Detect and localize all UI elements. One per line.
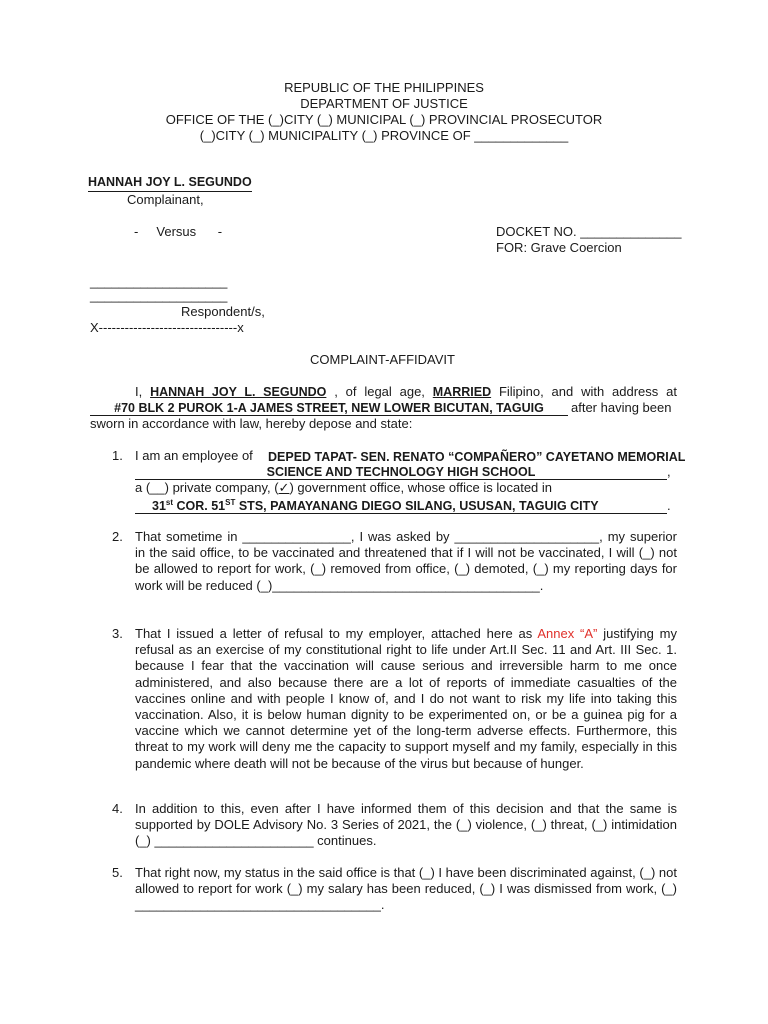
affiant-name: HANNAH JOY L. SEGUNDO	[150, 385, 327, 399]
intro-text: , of legal age,	[334, 384, 425, 399]
comma: ,	[667, 464, 671, 479]
intro-line-2	[90, 400, 671, 416]
employer-name-line-1: DEPED TAPAT- SEN. RENATO “COMPAÑERO” CAYETANO MEMORIAL	[268, 450, 686, 464]
item-1-line-2	[135, 464, 671, 480]
checkmark-icon: ✓	[278, 481, 290, 496]
office-address: 31st COR. 51ST STS, PAMAYANANG DIEGO SILANG, USUSAN, TAGUIG CITY	[152, 498, 599, 514]
versus-label: - Versus -	[134, 224, 223, 239]
item-number: 5.	[112, 865, 123, 880]
intro-text: Filipino, and with address at	[498, 384, 677, 399]
complainant-name: HANNAH JOY L. SEGUNDO	[88, 174, 252, 192]
respondent-label: Respondent/s,	[181, 304, 265, 319]
header-department: DEPARTMENT OF JUSTICE	[300, 96, 468, 111]
civil-status: MARRIED	[432, 385, 492, 399]
intro-line-3: sworn in accordance with law, hereby depose and state:	[90, 416, 413, 431]
header-location: (_)CITY (_) MUNICIPALITY (_) PROVINCE OF _____________	[199, 128, 569, 143]
docket-number: DOCKET NO. ______________	[496, 224, 682, 239]
item-number: 1.	[112, 448, 123, 463]
intro-text: I,	[135, 384, 143, 399]
affiant-address: #70 BLK 2 PUROK 1-A JAMES STREET, NEW LOWER BICUTAN, TAGUIG	[114, 401, 544, 415]
item-number: 2.	[112, 529, 123, 544]
intro-text: after having been	[571, 400, 672, 415]
office-type-text: a (__) private company, (	[135, 480, 279, 495]
office-type-text: ) government office, whose office is located in	[289, 480, 553, 495]
period: .	[667, 498, 671, 514]
complainant-label: Complainant,	[127, 192, 204, 207]
caption-separator: X--------------------------------x	[90, 320, 244, 335]
item-1-line-3	[135, 480, 552, 497]
item-2-text: That sometime in _______________, I was asked by ____________________, my superior in the said office, to be vaccinated and threatened that if I will not be vaccinated, I will (_) not be allowed to report for work, (_) removed from office, (_) demoted, (_) my reporting days for work will be reduced (_)_____________________________________.	[135, 529, 677, 593]
respondent-line-1: ___________________	[90, 274, 228, 289]
intro-line-1	[135, 384, 677, 400]
header-office: OFFICE OF THE (_)CITY (_) MUNICIPAL (_) PROVINCIAL PROSECUTOR	[165, 112, 603, 127]
item-1-line-4	[135, 496, 671, 514]
item-5-text: That right now, my status in the said office is that (_) I have been discriminated against, (_) not allowed to report for work (_) my salary has been reduced, (_) I was dismissed from work, (_) __________________________________.	[135, 865, 677, 913]
item-number: 3.	[112, 626, 123, 641]
item-3-text: That I issued a letter of refusal to my employer, attached here as Annex “A” justifying my refusal as an exercise of my constitutional right to life under Art.II Sec. 11 and Art. III Sec. 1. because I fear that the vaccination will cause serious and irreversible harm to me once administered, and also because there are a lot of reports of immediate casualties of the vaccines online and with people I know of, and I do not want to risk my life into taking this vaccination. Also, it is below human dignity to be experimented on, or be a guinea pig for a vaccine which we cannot determine yet of the long-term adverse effects. Furthermore, this threat to my work will deny me the capacity to support myself and my family, especially in this pandemic where death will not be because of the virus but because of hunger.	[135, 626, 677, 771]
item-4-text: In addition to this, even after I have informed them of this decision and that the same is supported by DOLE Advisory No. 3 Series of 2021, the (_) violence, (_) threat, (_) intimidation (_) ______________________ continues.	[135, 801, 677, 849]
annex-a-reference: Annex “A”	[537, 626, 598, 641]
employer-name-line-2: SCIENCE AND TECHNOLOGY HIGH SCHOOL	[266, 465, 536, 479]
header-republic: REPUBLIC OF THE PHILIPPINES	[284, 80, 484, 95]
respondent-line-2: ___________________	[90, 288, 228, 303]
document-title: COMPLAINT-AFFIDAVIT	[310, 352, 455, 367]
item-1-lead: I am an employee of	[135, 448, 253, 463]
item-number: 4.	[112, 801, 123, 816]
case-for: FOR: Grave Coercion	[496, 240, 622, 255]
